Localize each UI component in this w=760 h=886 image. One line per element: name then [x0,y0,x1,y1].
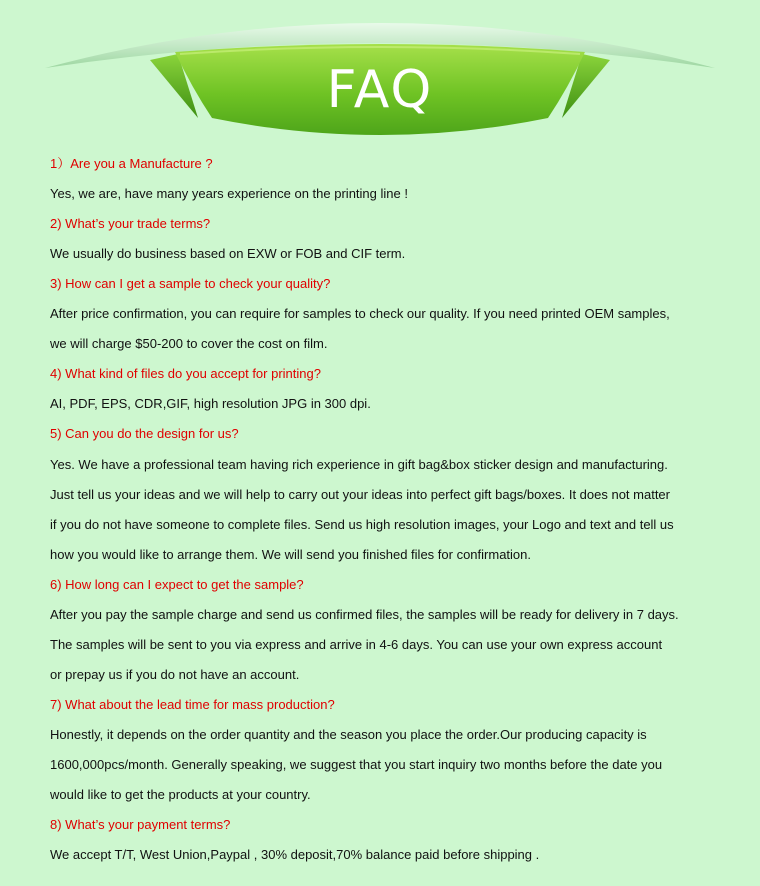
faq-answer-5: Yes. We have a professional team having rich experience in gift bag&box sticker design and manufacturing. [50,457,668,472]
faq-question-4: 4) What kind of files do you accept for printing? [50,366,321,381]
faq-question-2: 2) What’s your trade terms? [50,216,211,231]
faq-answer-4: AI, PDF, EPS, CDR,GIF, high resolution JPG in 300 dpi. [50,396,371,411]
faq-question-7: 7) What about the lead time for mass production? [50,697,335,712]
faq-answer-3: we will charge $50-200 to cover the cost on film. [50,336,328,351]
faq-question-6: 6) How long can I expect to get the sample? [50,577,304,592]
faq-question-5: 5) Can you do the design for us? [50,426,239,441]
faq-answer-7: Honestly, it depends on the order quantity and the season you place the order.Our producing capacity is [50,727,647,742]
faq-question-3: 3) How can I get a sample to check your quality? [50,276,331,291]
faq-answer-7: 1600,000pcs/month. Generally speaking, we suggest that you start inquiry two months before the date you [50,757,663,772]
faq-answer-6: The samples will be sent to you via express and arrive in 4-6 days. You can use your own express account [50,637,663,652]
faq-answer-7: would like to get the products at your country. [50,787,311,802]
faq-answer-6: After you pay the sample charge and send us confirmed files, the samples will be ready for delivery in 7 days. [50,607,679,622]
faq-question-8: 8) What’s your payment terms? [50,817,231,832]
faq-answer-6: or prepay us if you do not have an account. [50,667,300,682]
faq-answer-5: how you would like to arrange them. We will send you finished files for confirmation. [50,547,531,562]
faq-answer-1: Yes, we are, have many years experience on the printing line ! [50,186,408,201]
faq-answer-5: Just tell us your ideas and we will help to carry out your ideas into perfect gift bags/boxes. It does not matter [50,487,670,502]
faq-banner [0,0,760,160]
faq-answer-2: We usually do business based on EXW or FOB and CIF term. [50,246,406,261]
faq-answer-8: We accept T/T, West Union,Paypal , 30% deposit,70% balance paid before shipping . [50,847,540,862]
faq-answer-3: After price confirmation, you can require for samples to check our quality. If you need printed OEM samples, [50,306,670,321]
page-title: FAQ [326,60,434,120]
faq-answer-5: if you do not have someone to complete files. Send us high resolution images, your Logo and text and tell us [50,517,674,532]
faq-question-1: 1）Are you a Manufacture ? [50,156,213,171]
